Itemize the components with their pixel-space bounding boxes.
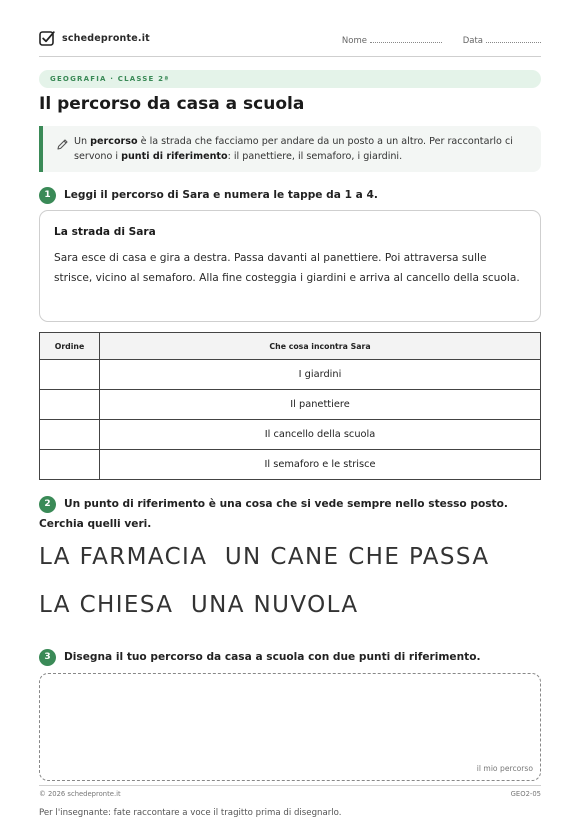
words-row-1 [39, 544, 490, 570]
definition-text: Un percorso è la strada che facciamo per andare da un posto a un altro. Per raccontarlo ci servono i punti di riferimento: il panettiere, il semaforo, i giardini. [74, 136, 513, 162]
exercise-1-instruction: 1 Leggi il percorso di Sara e numera le tappe da 1 a 4. [39, 185, 378, 205]
pencil-icon [56, 136, 69, 149]
footer-divider [39, 785, 541, 786]
item-cell: I giardini [100, 360, 541, 390]
teacher-note: Per l'insegnante: fate raccontare a voce il tragitto prima di disegnarlo. [39, 808, 342, 818]
order-input-cell[interactable] [40, 360, 100, 390]
word-option[interactable]: LA FARMACIA [39, 544, 208, 570]
date-label: Data [462, 36, 483, 46]
brand-name: schedepronte.it [62, 33, 150, 44]
exercise-1-number: 1 [39, 187, 56, 204]
order-table [39, 332, 541, 480]
checkbox-logo-icon [39, 30, 55, 47]
exercise-2-instruction: 2 Un punto di riferimento è una cosa che si vede sempre nello stesso posto. Cerchia quelli veri. [39, 498, 508, 530]
story-title: La strada di Sara [54, 226, 156, 238]
worksheet-code: GEO2-05 [510, 790, 541, 798]
item-cell: Il panettiere [100, 390, 541, 420]
column-header-item: Che cosa incontra Sara [100, 333, 541, 360]
words-row-2 [39, 592, 359, 618]
word-option[interactable]: UN CANE CHE PASSA [224, 544, 490, 570]
exercise-2-number: 2 [39, 496, 56, 513]
name-label: Nome [341, 36, 367, 46]
drawing-area[interactable] [39, 673, 541, 781]
table-row [40, 420, 541, 450]
term-punti-di-riferimento: punti di riferimento [121, 151, 228, 162]
word-option[interactable]: UNA NUVOLA [190, 592, 359, 618]
page-header [39, 30, 541, 50]
order-input-cell[interactable] [40, 420, 100, 450]
student-fields [324, 35, 541, 46]
subject-tag [39, 70, 541, 88]
name-field[interactable] [370, 35, 442, 43]
term-percorso: percorso [90, 136, 138, 147]
page-footer [39, 790, 541, 798]
item-cell: Il semaforo e le strisce [100, 450, 541, 480]
order-input-cell[interactable] [40, 450, 100, 480]
date-field[interactable] [486, 35, 541, 43]
table-header-row [40, 333, 541, 360]
word-option[interactable]: LA CHIESA [39, 592, 174, 618]
exercise-3-instruction: 3 Disegna il tuo percorso da casa a scuola con due punti di riferimento. [39, 647, 481, 667]
copyright: © 2026 schedepronte.it [39, 790, 121, 798]
exercise-3-number: 3 [39, 649, 56, 666]
column-header-order: Ordine [40, 333, 100, 360]
order-input-cell[interactable] [40, 390, 100, 420]
header-divider [39, 56, 541, 57]
table-row [40, 360, 541, 390]
drawing-area-label: il mio percorso [476, 764, 533, 773]
definition-note [39, 126, 541, 172]
story-box [39, 210, 541, 322]
table-row [40, 450, 541, 480]
subject-tag-label: GEOGRAFIA · CLASSE 2ª [50, 75, 170, 83]
table-row [40, 390, 541, 420]
page-title: Il percorso da casa a scuola [39, 94, 305, 114]
item-cell: Il cancello della scuola [100, 420, 541, 450]
story-text: Sara esce di casa e gira a destra. Passa davanti al panettiere. Poi attraversa sulle strisce, vicino al semaforo. Alla fine costeggia i giardini e arriva al cancello della scuola. [54, 252, 520, 284]
